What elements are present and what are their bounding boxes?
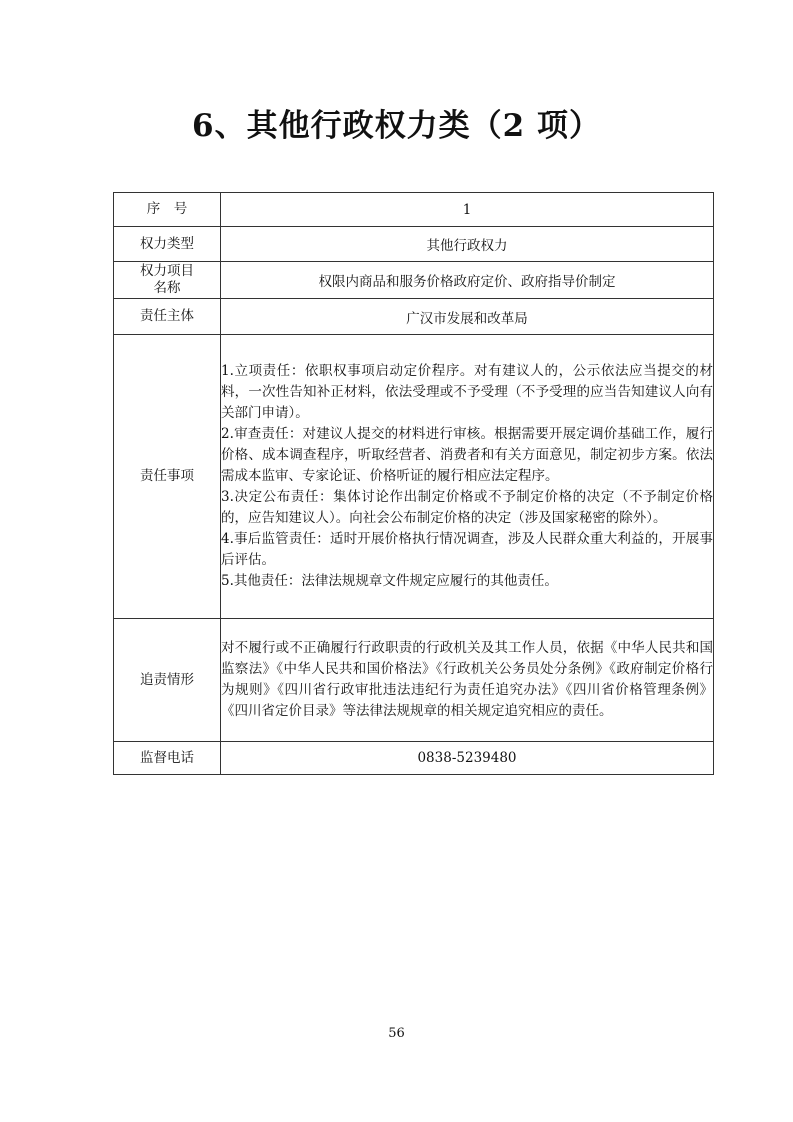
accountability-content [221, 619, 714, 742]
duty-item-5: 5.其他责任：法律法规规章文件规定应履行的其他责任。 [221, 573, 558, 589]
power-type-value: 其他行政权力 [221, 227, 714, 262]
subject-label: 责任主体 [114, 299, 221, 335]
duty-item-4: 4.事后监管责任：适时开展价格执行情况调查，涉及人民群众重大利益的，开展事后评估。 [221, 531, 713, 568]
duties-content [221, 335, 714, 619]
table-row-duties [114, 335, 714, 619]
item-name-label-line1: 权力项目 [140, 263, 194, 279]
item-name-label [114, 262, 221, 299]
duty-item-1: 1.立项责任：依职权事项启动定价程序。对有建议人的，公示依法应当提交的材料，一次性告知补正材料，依法受理或不予受理（不予受理的应当告知建议人向有关部门申请）。 [221, 363, 713, 421]
duty-item-2: 2.审查责任：对建议人提交的材料进行审核。根据需要开展定调价基础工作，履行价格、成本调查程序，听取经营者、消费者和有关方面意见，制定初步方案。依法需成本监审、专家论证、价格听证的履行相应法定程序。 [221, 426, 713, 484]
power-type-label: 权力类型 [114, 227, 221, 262]
accountability-text: 对不履行或不正确履行行政职责的行政机关及其工作人员，依据《中华人民共和国监察法》《中华人民共和国价格法》《行政机关公务员处分条例》《政府制定价格行为规则》《四川省行政审批违法违纪行为责任追究办法》《四川省价格管理条例》《四川省定价目录》等法律法规规章的相关规定追究相应的责任。 [221, 640, 713, 719]
table-row-phone [114, 742, 714, 775]
table-row-item-name [114, 262, 714, 299]
duty-item-3: 3.决定公布责任：集体讨论作出制定价格或不予制定价格的决定（不予制定价格的，应告知建议人）。向社会公布制定价格的决定（涉及国家秘密的除外）。 [221, 489, 713, 526]
accountability-label: 追责情形 [114, 619, 221, 742]
table-row-subject [114, 299, 714, 335]
page-number: 56 [388, 1026, 405, 1041]
table-row-power-type [114, 227, 714, 262]
phone-label: 监督电话 [114, 742, 221, 775]
phone-value: 0838-5239480 [221, 742, 714, 775]
serial-value: 1 [221, 193, 714, 227]
table-row-serial [114, 193, 714, 227]
serial-label: 序 号 [114, 193, 221, 227]
item-name-value: 权限内商品和服务价格政府定价、政府指导价制定 [221, 262, 714, 299]
duties-label: 责任事项 [114, 335, 221, 619]
power-info-table [113, 192, 714, 775]
table-row-accountability [114, 619, 714, 742]
item-name-label-line2: 名称 [153, 280, 181, 296]
page-title: 6、其他行政权力类（2 项） [192, 108, 601, 144]
subject-value: 广汉市发展和改革局 [221, 299, 714, 335]
